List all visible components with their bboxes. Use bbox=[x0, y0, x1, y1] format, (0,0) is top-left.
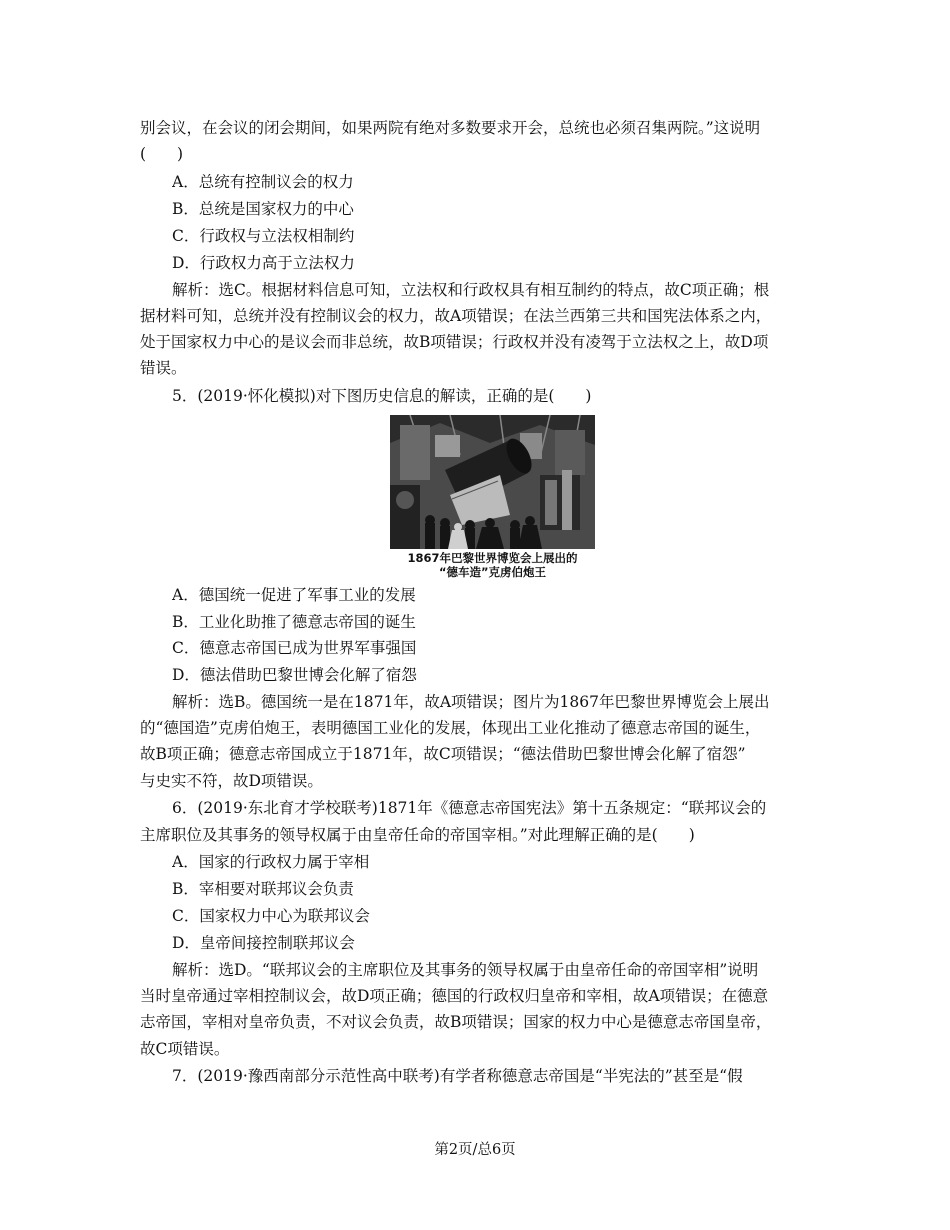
question-7: 7．(2019·豫西南部分示范性高中联考)有学者称德意志帝国是“半宪法的”甚至是“假 bbox=[172, 1067, 743, 1085]
analysis-text: 志帝国，宰相对皇帝负责，不对议会负责，故B项错误；国家的权力中心是德意志帝国皇帝， bbox=[140, 1013, 772, 1031]
analysis-text: 故C项错误。 bbox=[140, 1040, 230, 1058]
option-c: C．行政权与立法权相制约 bbox=[172, 227, 355, 245]
analysis-text: 处于国家权力中心的是议会而非总统，故B项错误；行政权并没有凌驾于立法权之上，故D项 bbox=[140, 333, 769, 351]
question-6: 主席职位及其事务的领导权属于由皇帝任命的帝国宰相。”对此理解正确的是( ) bbox=[140, 826, 695, 844]
question-6: 6．(2019·东北育才学校联考)1871年《德意志帝国宪法》第十五条规定：“联邦议会的 bbox=[172, 799, 767, 817]
figure-caption: “德车造”克虏伯炮王 bbox=[438, 565, 547, 579]
option-b: B．总统是国家权力的中心 bbox=[172, 200, 354, 218]
option-b: B．宰相要对联邦议会负责 bbox=[172, 880, 354, 898]
analysis-text: 解析：选D。“联邦议会的主席职位及其事务的领导权属于由皇帝任命的帝国宰相”说明 bbox=[172, 961, 759, 979]
krupp-cannon-illustration bbox=[390, 415, 595, 549]
figure-caption: 1867年巴黎世界博览会上展出的 bbox=[407, 551, 578, 565]
analysis-text: 当时皇帝通过宰相控制议会，故D项正确；德国的行政权归皇帝和宰相，故A项错误；在德意 bbox=[140, 987, 769, 1005]
analysis-text: 错误。 bbox=[140, 359, 187, 377]
option-a: A．国家的行政权力属于宰相 bbox=[172, 853, 370, 871]
option-b: B．工业化助推了德意志帝国的诞生 bbox=[172, 613, 416, 631]
option-a: A．德国统一促进了军事工业的发展 bbox=[172, 586, 416, 604]
analysis-text: 解析：选B。德国统一是在1871年，故A项错误；图片为1867年巴黎世界博览会上展出 bbox=[172, 693, 770, 711]
option-d: D．德法借助巴黎世博会化解了宿怨 bbox=[172, 666, 417, 684]
analysis-text: 与史实不符，故D项错误。 bbox=[140, 772, 323, 790]
analysis-text: 故B项正确；德意志帝国成立于1871年，故C项错误；“德法借助巴黎世博会化解了宿怨” bbox=[140, 745, 746, 763]
option-d: D．行政权力高于立法权力 bbox=[172, 254, 355, 272]
option-c: C．德意志帝国已成为世界军事强国 bbox=[172, 639, 417, 657]
option-d: D．皇帝间接控制联邦议会 bbox=[172, 934, 355, 952]
question-5: 5．(2019·怀化模拟)对下图历史信息的解读，正确的是( ) bbox=[172, 387, 592, 405]
analysis-text: 据材料可知，总统并没有控制议会的权力，故A项错误；在法兰西第三共和国宪法体系之内， bbox=[140, 307, 772, 325]
option-c: C．国家权力中心为联邦议会 bbox=[172, 907, 370, 925]
text-line: ( ) bbox=[140, 145, 184, 163]
cannon-engraving-image bbox=[390, 415, 595, 549]
option-a: A．总统有控制议会的权力 bbox=[172, 173, 354, 191]
analysis-text: 解析：选C。根据材料信息可知，立法权和行政权具有相互制约的特点，故C项正确；根 bbox=[172, 281, 770, 299]
text-line: 别会议，在会议的闭会期间，如果两院有绝对多数要求开会，总统也必须召集两院。”这说明 bbox=[140, 119, 761, 137]
page-footer: 第2页/总6页 bbox=[434, 1142, 516, 1158]
analysis-text: 的“德国造”克虏伯炮王，表明德国工业化的发展，体现出工业化推动了德意志帝国的诞生， bbox=[140, 719, 761, 737]
